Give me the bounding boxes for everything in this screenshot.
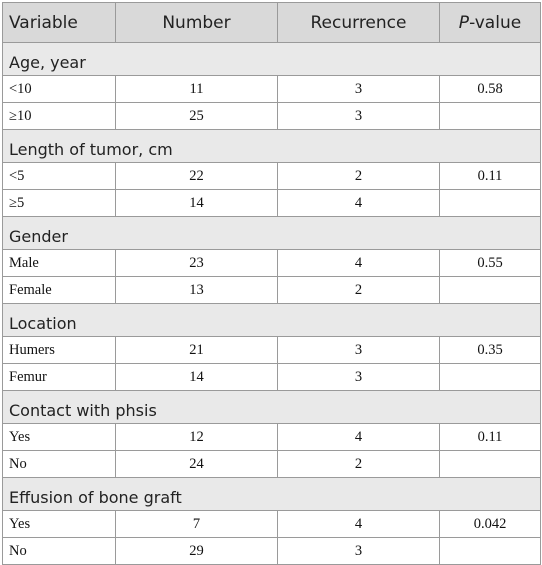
- number-cell: 25: [116, 103, 278, 130]
- number-cell: 29: [116, 538, 278, 565]
- section-row: [3, 478, 541, 511]
- section-title: Location: [3, 304, 541, 337]
- number-cell: 23: [116, 250, 278, 277]
- label-cell: <10: [3, 76, 116, 103]
- header-recurrence: Recurrence: [278, 3, 440, 43]
- section-title: Effusion of bone graft: [3, 478, 541, 511]
- label-cell: ≥5: [3, 190, 116, 217]
- number-cell: 11: [116, 76, 278, 103]
- label-cell: Yes: [3, 511, 116, 538]
- recurrence-table: [2, 2, 541, 565]
- recurrence-cell: 4: [278, 190, 440, 217]
- section-title: Age, year: [3, 43, 541, 76]
- recurrence-cell: 3: [278, 76, 440, 103]
- header-p-letter: P: [458, 12, 470, 33]
- number-cell: 7: [116, 511, 278, 538]
- number-cell: 14: [116, 190, 278, 217]
- p-value-cell: [440, 364, 541, 391]
- label-cell: No: [3, 538, 116, 565]
- recurrence-cell: 3: [278, 538, 440, 565]
- recurrence-cell: 3: [278, 364, 440, 391]
- recurrence-cell: 3: [278, 103, 440, 130]
- recurrence-cell: 4: [278, 250, 440, 277]
- table-row: [3, 277, 541, 304]
- section-title: Gender: [3, 217, 541, 250]
- header-variable: Variable: [3, 3, 116, 43]
- table-row: [3, 451, 541, 478]
- number-cell: 14: [116, 364, 278, 391]
- p-value-cell: [440, 190, 541, 217]
- recurrence-cell: 2: [278, 163, 440, 190]
- table-row: [3, 424, 541, 451]
- section-row: [3, 43, 541, 76]
- number-cell: 22: [116, 163, 278, 190]
- label-cell: Male: [3, 250, 116, 277]
- recurrence-cell: 2: [278, 451, 440, 478]
- table-body: [3, 43, 541, 565]
- p-value-cell: [440, 103, 541, 130]
- p-value-cell: 0.58: [440, 76, 541, 103]
- p-value-cell: [440, 538, 541, 565]
- recurrence-cell: 3: [278, 337, 440, 364]
- label-cell: Humers: [3, 337, 116, 364]
- label-cell: Female: [3, 277, 116, 304]
- table-row: [3, 511, 541, 538]
- table-row: [3, 163, 541, 190]
- table-row: [3, 190, 541, 217]
- number-cell: 24: [116, 451, 278, 478]
- p-value-cell: 0.11: [440, 424, 541, 451]
- p-value-cell: [440, 277, 541, 304]
- section-row: [3, 217, 541, 250]
- p-value-cell: 0.11: [440, 163, 541, 190]
- label-cell: Femur: [3, 364, 116, 391]
- section-row: [3, 391, 541, 424]
- p-value-cell: 0.042: [440, 511, 541, 538]
- table-header-row: [3, 3, 541, 43]
- section-title: Contact with phsis: [3, 391, 541, 424]
- label-cell: Yes: [3, 424, 116, 451]
- table-row: [3, 364, 541, 391]
- table-row: [3, 103, 541, 130]
- label-cell: ≥10: [3, 103, 116, 130]
- table-row: [3, 250, 541, 277]
- number-cell: 13: [116, 277, 278, 304]
- label-cell: <5: [3, 163, 116, 190]
- section-row: [3, 304, 541, 337]
- table-row: [3, 538, 541, 565]
- recurrence-cell: 2: [278, 277, 440, 304]
- section-title: Length of tumor, cm: [3, 130, 541, 163]
- header-p-value: [440, 3, 541, 43]
- table-row: [3, 337, 541, 364]
- p-value-cell: 0.35: [440, 337, 541, 364]
- table-row: [3, 76, 541, 103]
- number-cell: 21: [116, 337, 278, 364]
- label-cell: No: [3, 451, 116, 478]
- header-number: Number: [116, 3, 278, 43]
- p-value-cell: [440, 451, 541, 478]
- section-row: [3, 130, 541, 163]
- recurrence-cell: 4: [278, 424, 440, 451]
- number-cell: 12: [116, 424, 278, 451]
- p-value-cell: 0.55: [440, 250, 541, 277]
- header-p-suffix: -value: [469, 12, 522, 33]
- recurrence-cell: 4: [278, 511, 440, 538]
